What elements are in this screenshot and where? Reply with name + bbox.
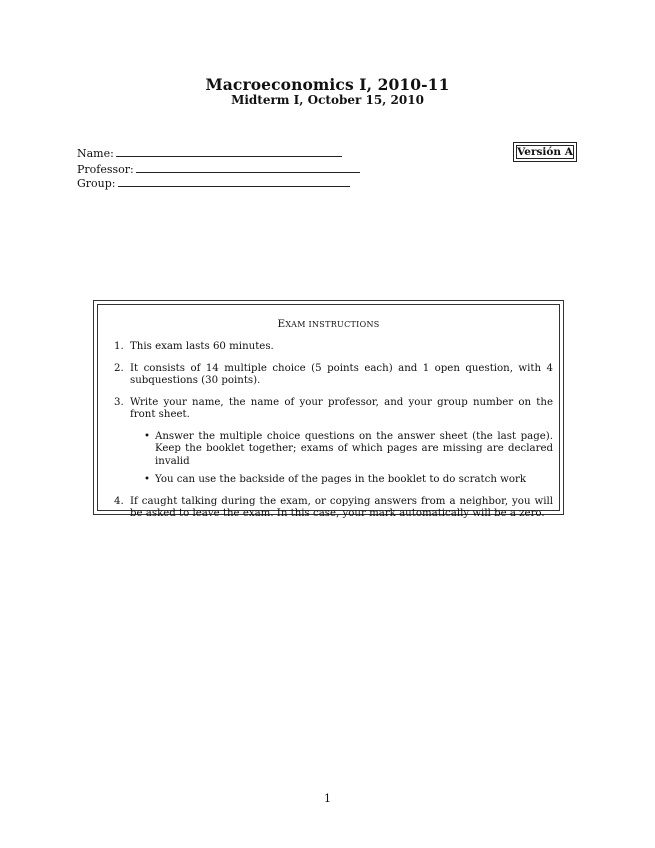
instruction-item-3 xyxy=(114,397,553,487)
bullet-icon: • xyxy=(144,474,151,485)
instruction-number: 3. xyxy=(114,396,124,408)
professor-line xyxy=(136,171,360,173)
name-field xyxy=(77,147,342,160)
instruction-item-1 xyxy=(114,341,553,354)
instruction-text: Write your name, the name of your professor, and your group number on the front sheet. xyxy=(130,396,553,420)
sublist-text: You can use the backside of the pages in the booklet to do scratch work xyxy=(155,474,527,485)
instructions-box xyxy=(93,300,564,519)
name-line xyxy=(116,155,342,157)
instructions-title xyxy=(98,318,559,330)
instruction-text: This exam lasts 60 minutes. xyxy=(130,341,274,352)
sublist-text: Answer the multiple choice questions on the answer sheet (the last page). Keep the booklet together; exams of which pages are missing are declared invalid xyxy=(155,430,553,467)
professor-field xyxy=(77,163,360,176)
bullet-icon: • xyxy=(144,430,151,442)
instruction-number: 2. xyxy=(114,362,124,374)
name-label: Name: xyxy=(77,147,114,160)
instructions-list xyxy=(114,341,553,530)
page-number: 1 xyxy=(324,792,331,805)
document-subtitle: Midterm I, October 15, 2010 xyxy=(231,93,424,107)
instruction-text: If caught talking during the exam, or copying answers from a neighbor, you will be asked to leave the exam. In this case, your mark automatically will be a zero. xyxy=(130,495,553,519)
group-field xyxy=(77,177,350,190)
instruction-text: It consists of 14 multiple choice (5 points each) and 1 open question, with 4 subquestions (30 points). xyxy=(130,362,553,386)
sublist-item xyxy=(144,474,553,487)
group-line xyxy=(118,185,350,187)
version-box xyxy=(513,142,577,162)
sublist-item xyxy=(144,431,553,469)
professor-label: Professor: xyxy=(77,163,134,176)
document-title: Macroeconomics I, 2010-11 xyxy=(205,75,450,94)
instructions-title-rest: XAM INSTRUCTIONS xyxy=(285,320,380,329)
version-label: Versión A xyxy=(517,146,573,158)
group-label: Group: xyxy=(77,177,116,190)
instruction-item-2 xyxy=(114,363,553,388)
instructions-title-initial: E xyxy=(277,318,286,330)
instruction-number: 1. xyxy=(114,341,124,352)
instruction-item-4 xyxy=(114,496,553,521)
instruction-sublist xyxy=(130,431,553,487)
instructions-box-inner xyxy=(97,304,560,519)
instruction-number: 4. xyxy=(114,495,124,507)
